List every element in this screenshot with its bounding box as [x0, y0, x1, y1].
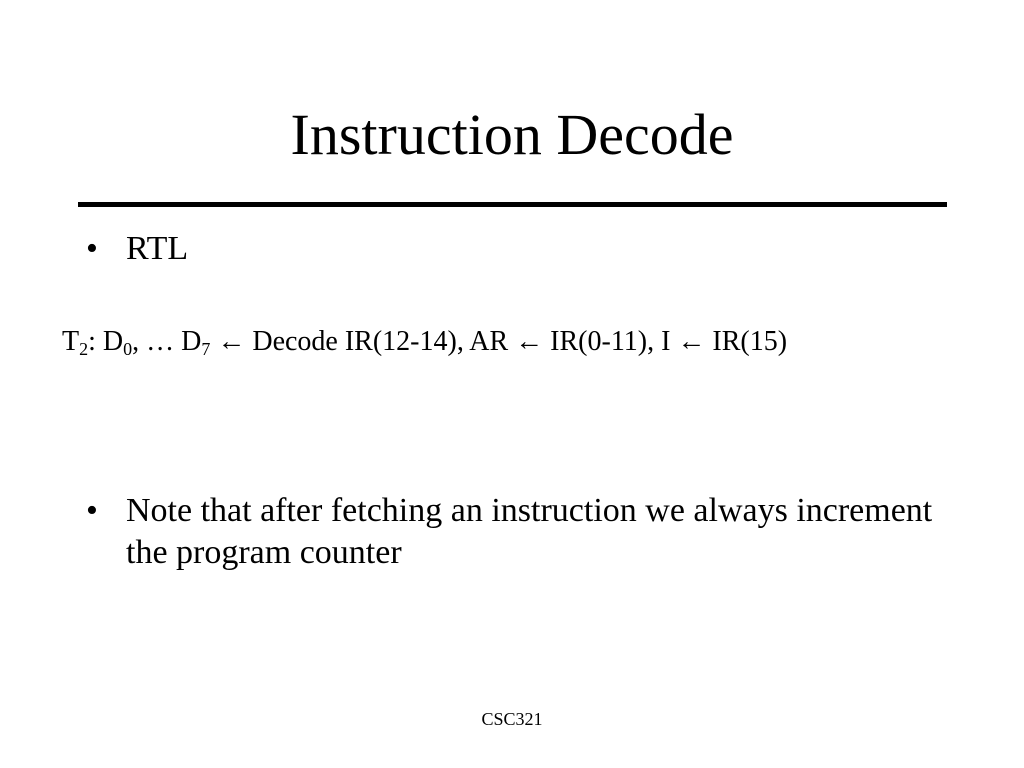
slide-title: Instruction Decode — [290, 102, 734, 167]
bullet-marker: • — [86, 492, 98, 529]
slide-footer: CSC321 — [481, 709, 543, 729]
rtl-d7-subscript: 7 — [201, 339, 211, 359]
rtl-statement — [62, 324, 787, 360]
title-divider — [78, 202, 947, 207]
rtl-assignments: ← Decode IR(12-14), AR ← IR(0-11), I ← IR(15) — [210, 326, 788, 357]
rtl-t-subscript: 2 — [79, 339, 89, 359]
rtl-t: T — [62, 326, 80, 357]
bullet-rtl: RTL — [126, 230, 189, 267]
rtl-d0-prefix: : D — [88, 326, 124, 357]
bullet-marker: • — [86, 230, 98, 267]
bullet-note: Note that after fetching an instruction we always increment the program counter — [126, 492, 933, 571]
rtl-d7-prefix: , … D — [132, 326, 202, 357]
rtl-d0-subscript: 0 — [123, 339, 133, 359]
